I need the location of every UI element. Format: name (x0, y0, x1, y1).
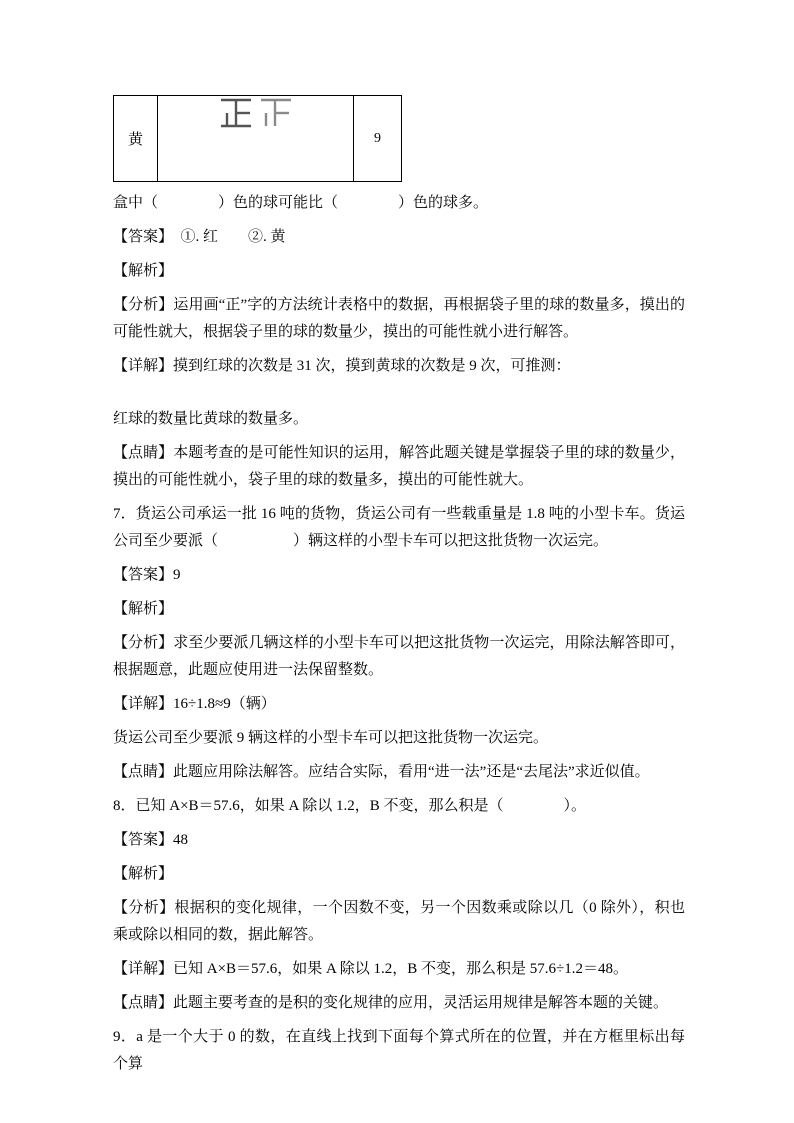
table-cell-tally (158, 96, 354, 182)
q6-answer-line: 【答案】 ①. 红 ②. 黄 (113, 229, 286, 245)
q6-conclusion: 红球的数量比黄球的数量多。 (113, 411, 309, 427)
q8-answer-line: 【答案】48 (113, 832, 189, 848)
question-9: 9．a 是一个大于 0 的数，在直线上找到下面每个算式所在的位置，并在方框里标出每个算 (113, 1029, 685, 1072)
q6-blank-fill-line: 盒中（ ）色的球可能比（ ）色的球多。 (113, 195, 489, 211)
q8-analysis: 【分析】根据积的变化规律，一个因数不变，另一个因数乘或除以几（0 除外），积也乘或除以相同的数，据此解答。 (113, 900, 685, 943)
table-cell-color-label: 黄 (114, 96, 158, 182)
document-page (113, 95, 685, 1085)
tally-table (113, 95, 402, 182)
q7-detail: 【详解】16÷1.8≈9（辆） (113, 696, 276, 712)
q8-note: 【点睛】此题主要考查的是积的变化规律的应用，灵活运用规律是解答本题的关键。 (113, 995, 669, 1011)
q8-detail: 【详解】已知 A×B＝57.6，如果 A 除以 1.2，B 不变，那么积是 57.6÷1.2＝48。 (113, 961, 629, 977)
q6-analysis: 【分析】运用画“正”字的方法统计表格中的数据，再根据袋子里的球的数量多，摸出的可能性就大，根据袋子里的球的数量少，摸出的可能性就小进行解答。 (113, 297, 685, 340)
table-row (114, 96, 402, 182)
q7-conclusion: 货运公司至少要派 9 辆这样的小型卡车可以把这批货物一次运完。 (113, 730, 549, 746)
q6-detail: 【详解】摸到红球的次数是 31 次，摸到黄球的次数是 9 次，可推测： (113, 358, 571, 374)
tally-marks-icon (218, 96, 294, 130)
question-7: 7．货运公司承运一批 16 吨的货物，货运公司有一些载重量是 1.8 吨的小型卡车。货运公司至少要派（ ）辆这样的小型卡车可以把这批货物一次运完。 (113, 506, 685, 549)
q6-note: 【点睛】本题考查的是可能性知识的运用，解答此题关键是掌握袋子里的球的数量少，摸出的可能性就小，袋子里的球的数量多，摸出的可能性就大。 (113, 445, 685, 488)
q7-answer-line: 【答案】9 (113, 567, 181, 583)
q7-jiexi-label: 【解析】 (113, 601, 174, 617)
q8-jiexi-label: 【解析】 (113, 866, 174, 882)
question-8: 8．已知 A×B＝57.6，如果 A 除以 1.2，B 不变，那么积是（ ）。 (113, 798, 587, 814)
q7-analysis: 【分析】求至少要派几辆这样的小型卡车可以把这批货物一次运完，用除法解答即可，根据题意，此题应使用进一法保留整数。 (113, 635, 685, 678)
q7-note: 【点睛】此题应用除法解答。应结合实际，看用“进一法”还是“去尾法”求近似值。 (113, 764, 650, 780)
q6-jiexi-label: 【解析】 (113, 263, 174, 279)
table-cell-count: 9 (354, 96, 402, 182)
